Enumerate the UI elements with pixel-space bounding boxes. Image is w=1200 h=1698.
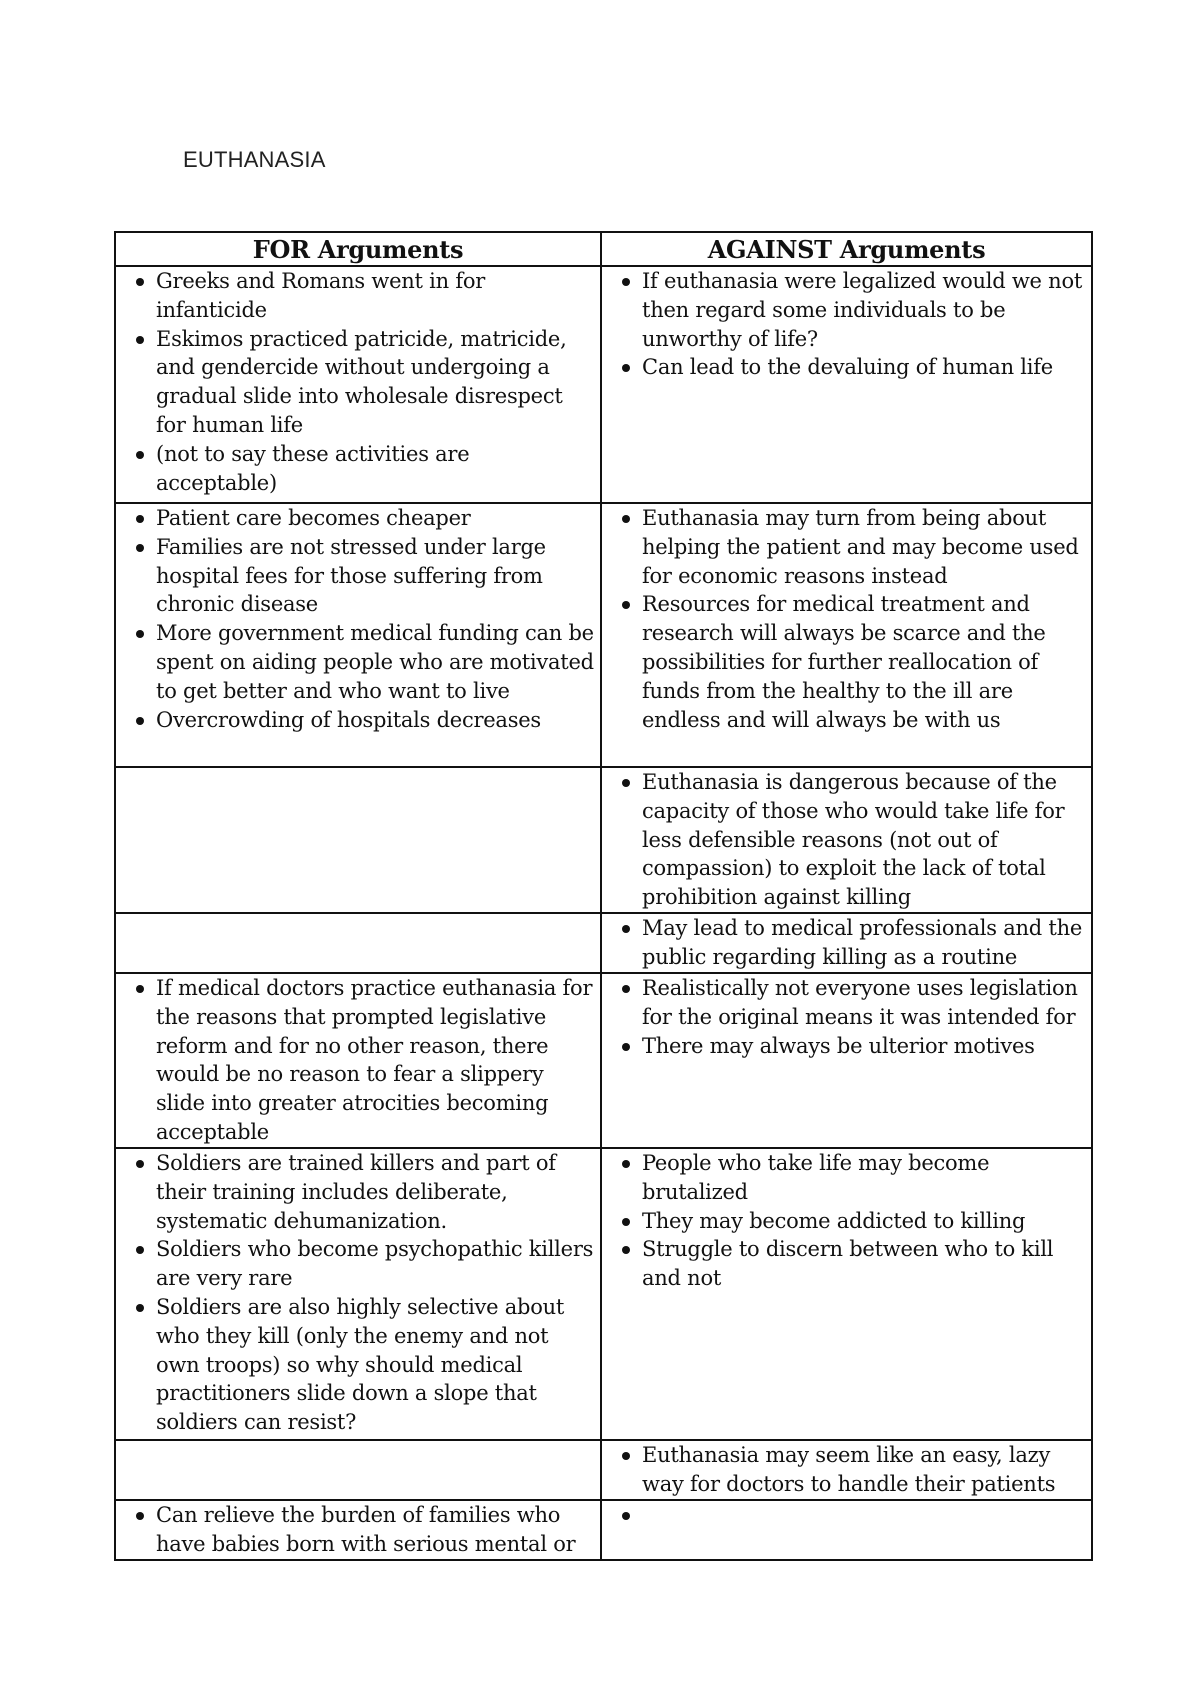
list-item: Euthanasia may turn from being about helping the patient and may become used for economic reasons instead — [642, 504, 1085, 590]
against-arguments-header: AGAINST Arguments — [601, 232, 1092, 266]
list-item: Euthanasia is dangerous because of the capacity of those who would take life for less defensible reasons (not out of compassion) to exploit the lack of total prohibition against killing — [642, 768, 1085, 912]
list-item: More government medical funding can be spent on aiding people who are motivated to get better and who want to live — [156, 619, 594, 705]
table-row — [115, 767, 1092, 913]
against-cell — [601, 503, 1092, 767]
table-row — [115, 913, 1092, 973]
list-item: Soldiers are also highly selective about who they kill (only the enemy and not own troops) so why should medical practitioners slide down a slope that soldiers can resist? — [156, 1293, 594, 1437]
bullet-list — [602, 914, 1091, 972]
list-item: Can lead to the devaluing of human life — [642, 353, 1085, 382]
list-item: If medical doctors practice euthanasia for the reasons that prompted legislative reform and for no other reason, there would be no reason to fear a slippery slide into greater atrocities becoming acceptable — [156, 974, 594, 1147]
list-item: Soldiers are trained killers and part of their training includes deliberate, systematic dehumanization. — [156, 1149, 594, 1235]
list-item: Overcrowding of hospitals decreases — [156, 706, 594, 735]
list-item: Soldiers who become psychopathic killers are very rare — [156, 1235, 594, 1293]
bullet-list — [602, 1149, 1091, 1293]
for-cell-empty — [115, 1440, 601, 1500]
against-cell — [601, 266, 1092, 503]
bullet-list — [116, 974, 600, 1147]
table-row — [115, 266, 1092, 503]
against-cell — [601, 973, 1092, 1148]
bullet-list — [116, 1501, 600, 1557]
list-item: (not to say these activities are acceptable) — [156, 440, 594, 498]
list-item: Eskimos practiced patricide, matricide, and gendercide without undergoing a gradual slide into wholesale disrespect for human life — [156, 325, 594, 440]
list-item: People who take life may become brutalized — [642, 1149, 1085, 1207]
list-item: There may always be ulterior motives — [642, 1032, 1085, 1061]
for-cell-empty — [115, 913, 601, 973]
for-cell — [115, 503, 601, 767]
list-item: Struggle to discern between who to kill and not — [642, 1235, 1085, 1293]
list-item: Families are not stressed under large hospital fees for those suffering from chronic disease — [156, 533, 594, 619]
for-cell — [115, 1500, 601, 1560]
table-row — [115, 1148, 1092, 1440]
list-item: Resources for medical treatment and research will always be scarce and the possibilities for further reallocation of funds from the healthy to the ill are endless and will always be with us — [642, 590, 1085, 734]
list-item: Realistically not everyone uses legislation for the original means it was intended for — [642, 974, 1085, 1032]
list-item: May lead to medical professionals and the public regarding killing as a routine — [642, 914, 1085, 972]
against-cell — [601, 1500, 1092, 1560]
bullet-list — [116, 504, 600, 734]
bullet-list — [602, 974, 1091, 1060]
list-item: Patient care becomes cheaper — [156, 504, 594, 533]
table-row — [115, 1440, 1092, 1500]
for-cell-empty — [115, 767, 601, 913]
list-item: They may become addicted to killing — [642, 1207, 1085, 1236]
for-cell — [115, 1148, 601, 1440]
list-item: If euthanasia were legalized would we not then regard some individuals to be unworthy of life? — [642, 267, 1085, 353]
for-cell — [115, 973, 601, 1148]
document-title: EUTHANASIA — [183, 147, 326, 172]
table-row — [115, 1500, 1092, 1560]
table-row — [115, 503, 1092, 767]
bullet-list — [116, 1149, 600, 1437]
against-cell — [601, 767, 1092, 913]
bullet-list — [116, 267, 600, 497]
against-cell — [601, 913, 1092, 973]
against-cell — [601, 1148, 1092, 1440]
table-header-row — [115, 232, 1092, 266]
bullet-list — [602, 768, 1091, 912]
for-cell — [115, 266, 601, 503]
table-row — [115, 973, 1092, 1148]
for-arguments-header: FOR Arguments — [115, 232, 601, 266]
bullet-list — [602, 267, 1091, 382]
list-item: Can relieve the burden of families who have babies born with serious mental or — [156, 1501, 594, 1557]
list-item: Euthanasia may seem like an easy, lazy way for doctors to handle their patients — [642, 1441, 1085, 1499]
arguments-table — [114, 231, 1093, 1561]
bullet-list — [602, 504, 1091, 734]
against-cell — [601, 1440, 1092, 1500]
bullet-list — [602, 1441, 1091, 1499]
list-item: Greeks and Romans went in for infanticide — [156, 267, 594, 325]
